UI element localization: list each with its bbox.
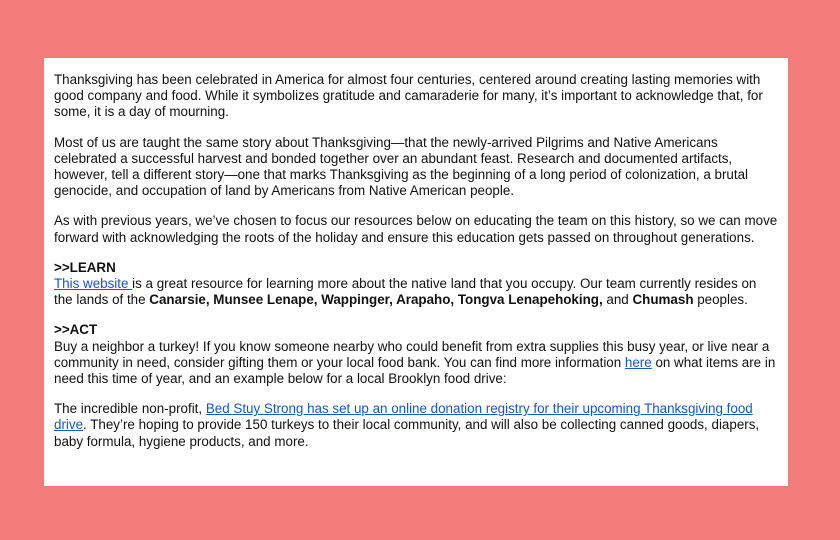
learn-text-3: peoples. bbox=[693, 292, 748, 308]
intro-paragraph bbox=[54, 72, 778, 121]
nonprofit-paragraph bbox=[54, 401, 778, 450]
story-paragraph bbox=[54, 135, 778, 200]
act-section bbox=[54, 322, 778, 387]
act-text-2: on what items are in need this time of year, and an example below for a local Brooklyn food drive: bbox=[54, 354, 776, 387]
nonprofit-text-2: . They’re hoping to provide 150 turkeys to their local community, and will also be collecting canned goods, diapers, baby formula, hygiene products, and more. bbox=[54, 417, 760, 449]
last-tribe: Chumash bbox=[632, 292, 694, 308]
learn-text-2: and bbox=[602, 292, 633, 308]
learn-text-1: is a great resource for learning more about the native land that you occupy. Our team currently resides on the lands of the bbox=[54, 276, 757, 308]
nonprofit-text-1: The incredible non-profit, bbox=[54, 401, 206, 417]
intro-text: Thanksgiving has been celebrated in America for almost four centuries, centered around creating lasting memories with good company and food. While it symbolizes gratitude and camaraderie for many, it’s important to acknowledge that, for some, it is a day of mourning. bbox=[54, 72, 763, 120]
more-information-link[interactable]: here bbox=[624, 354, 652, 370]
tribes-list: Canarsie, Munsee Lenape, Wappinger, Arapaho, Tongva Lenapehoking, bbox=[149, 292, 603, 308]
donation-registry-link[interactable]: Bed Stuy Strong has set up an online donation registry for their upcoming Thanksgiving food drive bbox=[54, 401, 753, 433]
story-text: Most of us are taught the same story about Thanksgiving—that the newly-arrived Pilgrims and Native Americans celebrated a successful harvest and bonded together over an abundant feast. Research and documented artifacts, however, tell a different story—one that marks Thanksgiving as the beginning of a long period of colonization, a brutal genocide, and occupation of land by Americans from Native American people. bbox=[54, 134, 749, 199]
focus-paragraph bbox=[54, 213, 778, 245]
act-heading: >>ACT bbox=[54, 322, 98, 338]
act-text-1: Buy a neighbor a turkey! If you know someone nearby who could benefit from extra supplies this busy year, or live near a community in need, consider gifting them or your local food bank. You can find more information bbox=[54, 338, 770, 370]
learn-section bbox=[54, 260, 778, 309]
native-land-website-link[interactable]: This website bbox=[54, 276, 133, 292]
email-content-card bbox=[44, 58, 788, 486]
focus-text: As with previous years, we’ve chosen to focus our resources below on educating the team on this history, so we can move forward with acknowledging the roots of the holiday and ensure this education gets passed on throughout generations. bbox=[54, 213, 778, 245]
learn-heading: >>LEARN bbox=[54, 259, 116, 275]
